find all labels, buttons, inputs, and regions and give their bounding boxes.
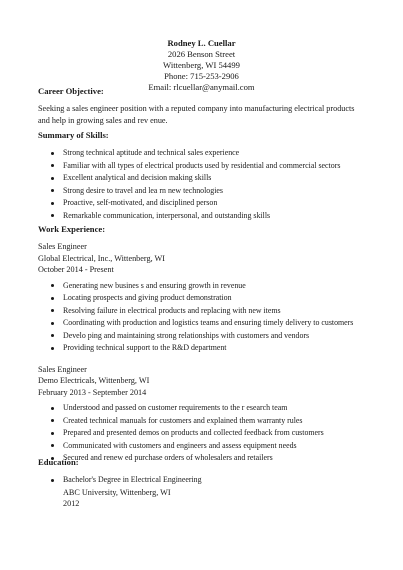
- list-item: [38, 440, 368, 453]
- skill-text: Excellent analytical and decision making skills: [63, 173, 212, 182]
- duty-text: Coordinating with production and logistics teams and ensuring timely delivery to customers: [63, 318, 354, 327]
- duty-text: Providing technical support to the R&D department: [63, 343, 227, 352]
- graduation-year: 2012: [63, 498, 80, 508]
- address-city: Wittenberg, WI 54499: [163, 60, 240, 70]
- list-item: [38, 317, 368, 330]
- bullet-icon: [51, 189, 54, 192]
- bullet-icon: [51, 177, 54, 180]
- list-item: [38, 474, 368, 487]
- list-item: [38, 210, 368, 223]
- bullet-icon: [51, 164, 54, 167]
- duty-text: Develo ping and maintaining strong relationships with customers and vendors: [63, 330, 310, 340]
- list-item: [38, 292, 368, 305]
- duty-text: Secured and renew ed purchase orders of wholesalers and retailers: [63, 453, 273, 462]
- list-item: [38, 160, 368, 173]
- bullet-icon: [51, 334, 54, 337]
- career-objective-section: [38, 86, 368, 126]
- degree-text: Bachelor's Degree in Electrical Engineering: [63, 475, 202, 484]
- bullet-icon: [51, 347, 54, 350]
- skill-text: Remarkable communication, interpersonal, and outstanding skills: [63, 210, 271, 220]
- education-list: [38, 474, 368, 487]
- job-dates: February 2013 - September 2014: [38, 387, 147, 397]
- list-item: [38, 185, 368, 198]
- list-item: [38, 427, 368, 440]
- section-title: Summary of Skills:: [38, 130, 109, 140]
- job-entry: [38, 241, 368, 355]
- bullet-icon: [51, 322, 54, 325]
- job-duties-list: [38, 402, 368, 465]
- bullet-icon: [51, 202, 54, 205]
- duty-text: Prepared and presented demos on products and collected feedback from customers: [63, 428, 324, 437]
- bullet-icon: [51, 419, 54, 422]
- list-item: [38, 342, 368, 355]
- bullet-icon: [51, 214, 54, 217]
- list-item: [38, 172, 368, 185]
- section-title: Work Experience:: [38, 224, 106, 234]
- job-duties-list: [38, 280, 368, 355]
- list-item: [38, 197, 368, 210]
- job-entry: [38, 364, 368, 465]
- duty-text: Understood and passed on customer requirements to the r esearch team: [63, 403, 288, 412]
- job-dates: October 2014 - Present: [38, 265, 114, 274]
- resume-header: [0, 38, 403, 93]
- bullet-icon: [51, 309, 54, 312]
- job-role: Sales Engineer: [38, 364, 87, 374]
- job-company: Global Electrical, Inc., Wittenberg, WI: [38, 253, 165, 263]
- bullet-icon: [51, 444, 54, 447]
- duty-text: Communicated with customers and engineers and assess equipment needs: [63, 440, 297, 450]
- bullet-icon: [51, 407, 54, 410]
- objective-line: and help in growing sales and rev enue.: [38, 115, 168, 125]
- duty-text: Resolving failure in electrical products and replacing with new items: [63, 305, 281, 315]
- phone-number: Phone: 715-253-2906: [164, 71, 239, 81]
- list-item: [38, 280, 368, 293]
- skills-section: [38, 130, 368, 222]
- list-item: [38, 402, 368, 415]
- list-item: [38, 415, 368, 428]
- duty-text: Locating prospects and giving product demonstration: [63, 293, 232, 302]
- applicant-name: Rodney L. Cuellar: [167, 38, 236, 48]
- education-section: [38, 457, 368, 509]
- list-item: [38, 305, 368, 318]
- address-street: 2026 Benson Street: [167, 49, 236, 59]
- bullet-icon: [51, 479, 54, 482]
- job-role: Sales Engineer: [38, 242, 87, 251]
- list-item: [38, 330, 368, 343]
- skills-list: [38, 147, 368, 222]
- skill-text: Strong technical aptitude and technical sales experience: [63, 148, 240, 157]
- skill-text: Strong desire to travel and lea rn new technologies: [63, 185, 223, 195]
- duty-text: Generating new busines s and ensuring growth in revenue: [63, 280, 246, 290]
- objective-line: Seeking a sales engineer position with a reputed company into manufacturing electrical products: [38, 104, 355, 113]
- email-address: Email: rlcuellar@anymail.com: [148, 82, 255, 92]
- section-title: Education:: [38, 457, 79, 467]
- work-experience-section: [38, 224, 368, 465]
- bullet-icon: [51, 297, 54, 300]
- duty-text: Created technical manuals for customers and explained them warranty rules: [63, 415, 303, 425]
- skill-text: Proactive, self-motivated, and disciplined person: [63, 198, 218, 207]
- school-name: ABC University, Wittenberg, WI: [63, 487, 171, 497]
- job-company: Demo Electricals, Wittenberg, WI: [38, 376, 150, 385]
- bullet-icon: [51, 432, 54, 435]
- list-item: [38, 147, 368, 160]
- skill-text: Familiar with all types of electrical products used by residential and commercial sectors: [63, 160, 341, 170]
- bullet-icon: [51, 284, 54, 287]
- section-title: Career Objective:: [38, 86, 104, 96]
- bullet-icon: [51, 152, 54, 155]
